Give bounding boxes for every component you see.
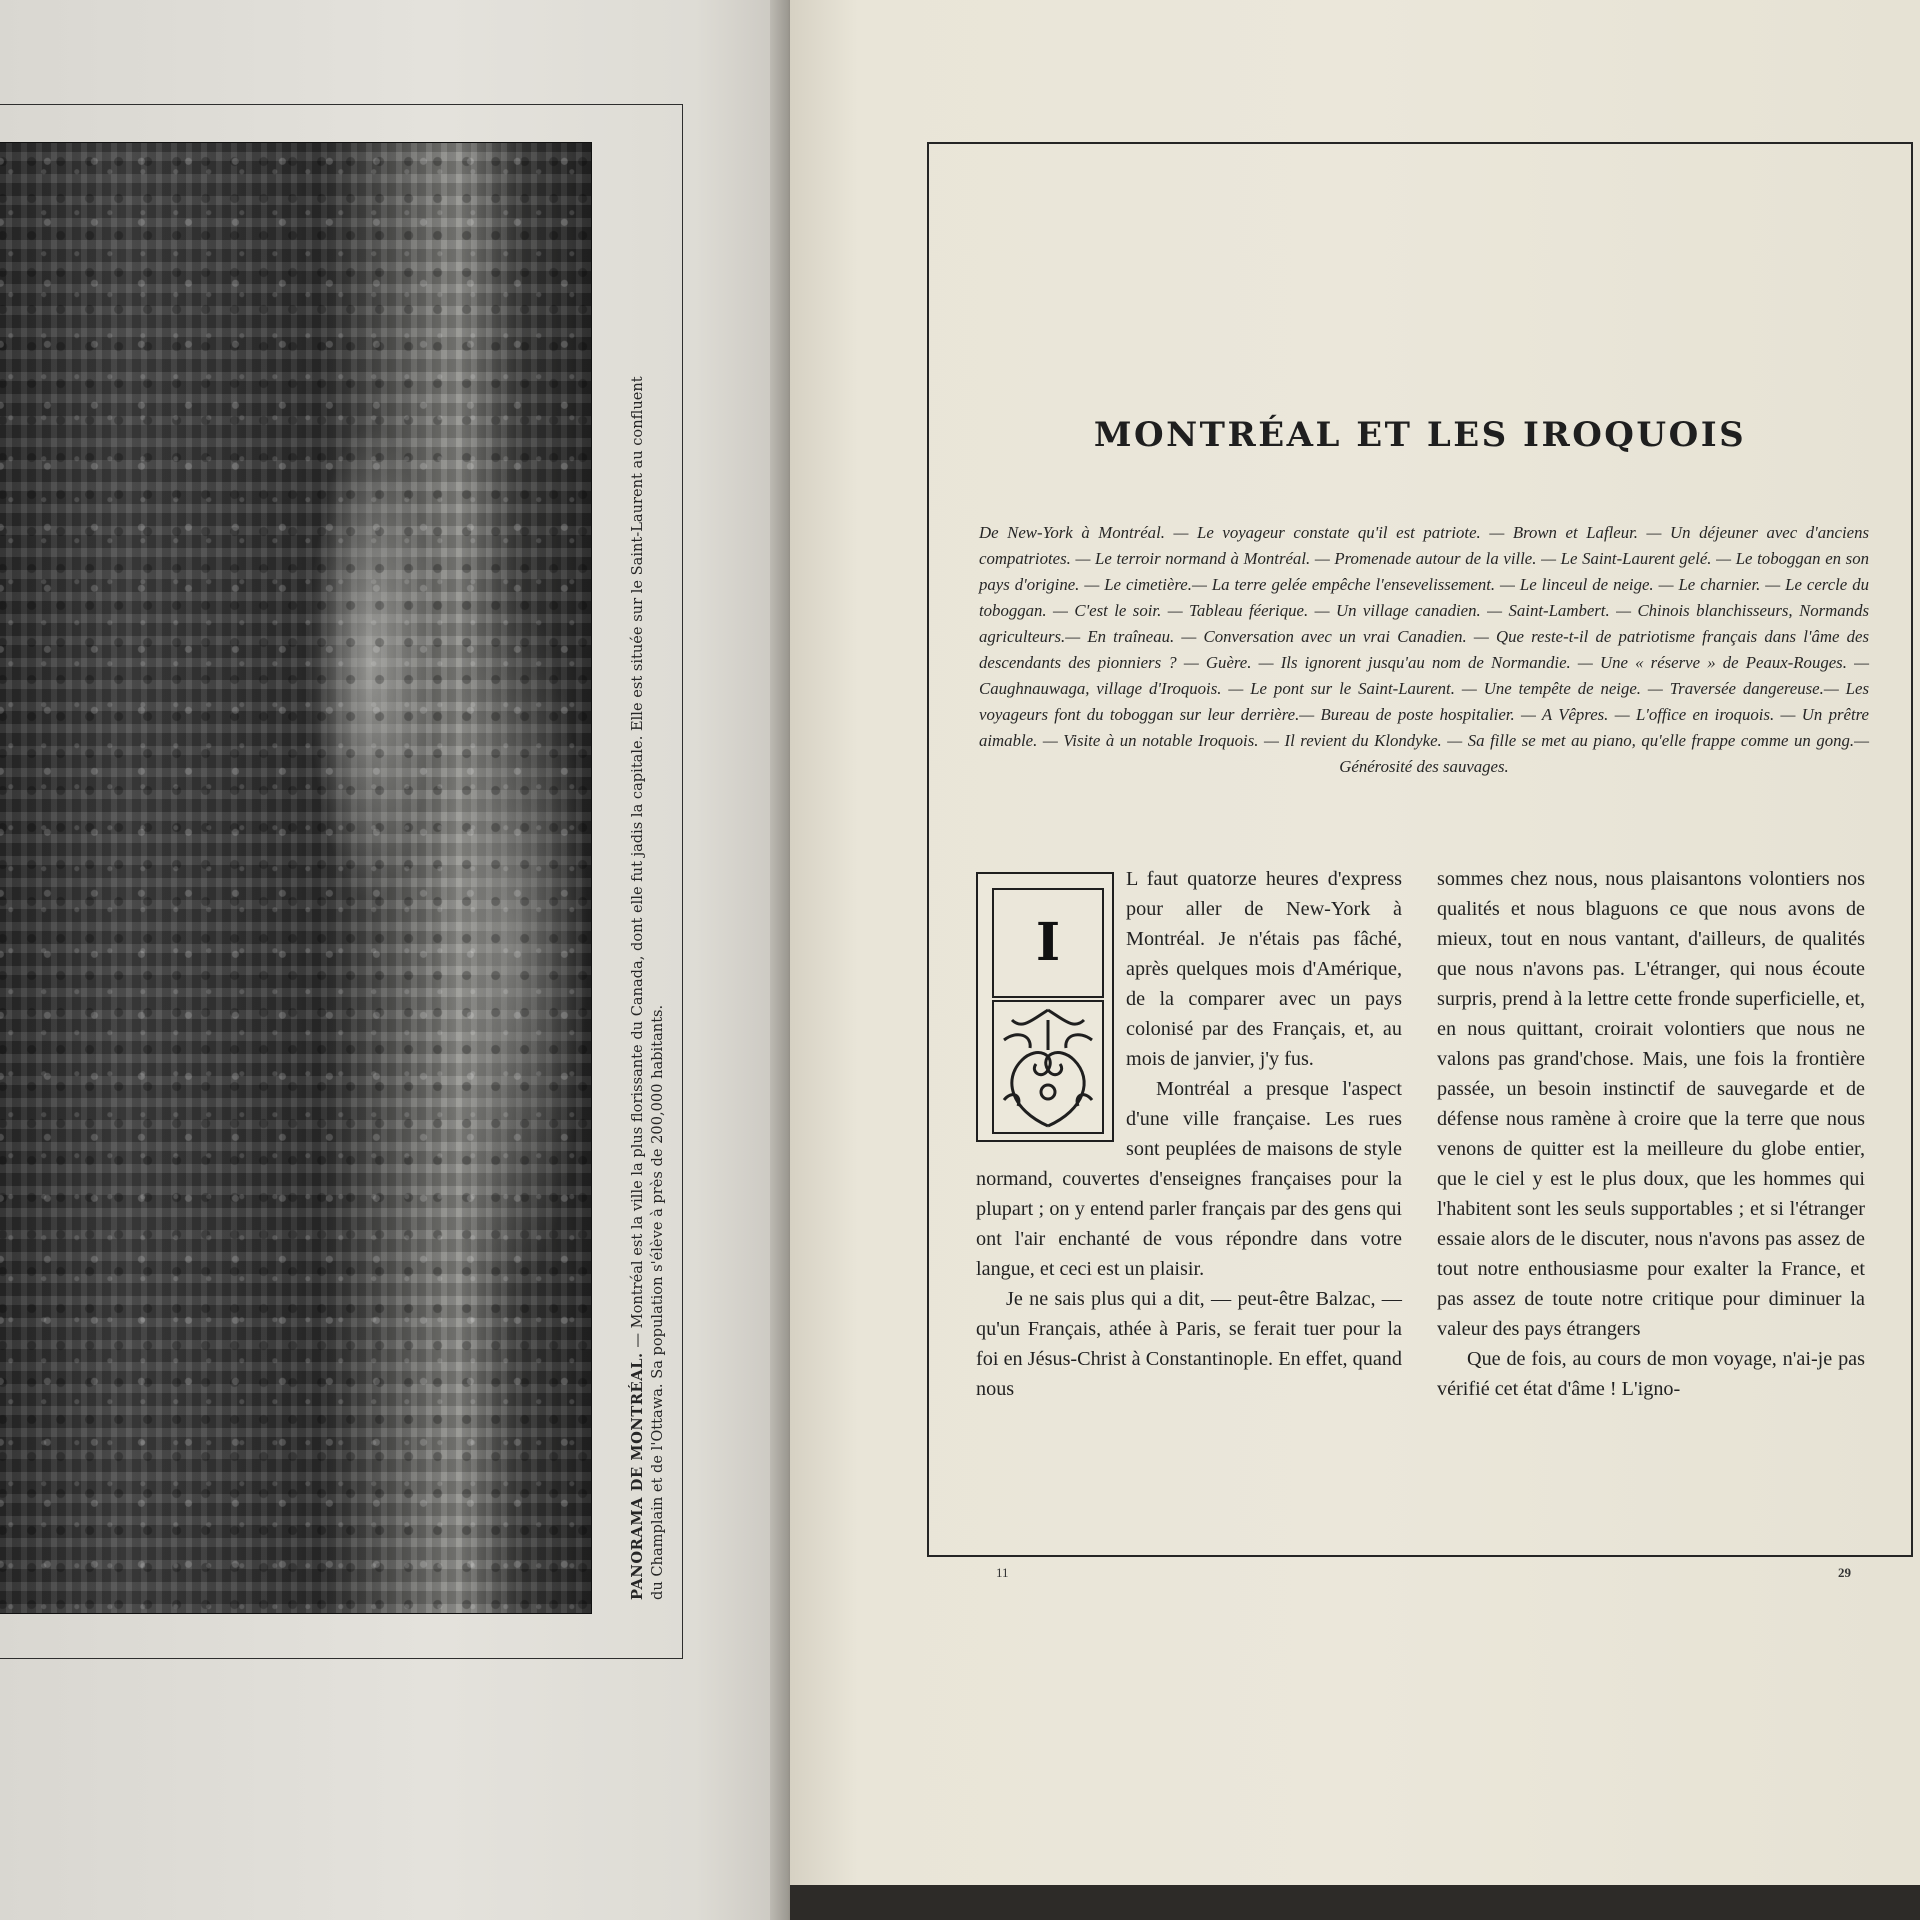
page-number-left: 11 [996, 1565, 1009, 1580]
drop-cap-letter: I [992, 888, 1104, 998]
text-column-right [1437, 864, 1865, 1404]
paragraph-5: Que de fois, au cours de mon voyage, n'ai-je pas vérifié cet état d'âme ! L'igno- [1437, 1348, 1865, 1400]
plate-caption [628, 150, 684, 1600]
montreal-panorama-photo [0, 142, 592, 1614]
chapter-summary: De New-York à Montréal. — Le voyageur constate qu'il est patriote. — Brown et Lafleur. — Un déjeuner avec d'anciens compatriotes. — Le terroir normand à Montréal. — Promenade autour de la ville. — Le Saint-Laurent gelé. — Le toboggan en son pays d'origine. — Le cimetière.— La terre gelée empêche l'ensevelissement. — Le linceul de neige. — Le charnier. — Le cercle du toboggan. — C'est le soir. — Tableau féerique. — Un village canadien. — Saint-Lambert. — Chinois blanchisseurs, Normands agriculteurs.— En traîneau. — Conversation avec un vrai Canadien. — Que reste-t-il de patriotisme français dans l'âme des descendants des pionniers ? — Guère. — Ils ignorent jusqu'au nom de Normandie. — Une « réserve » de Peaux-Rouges. — Caughnauwaga, village d'Iroquois. — Le pont sur le Saint-Laurent. — Une tempête de neige. — Traversée dangereuse.— Les voyageurs font du toboggan sur leur derrière.— Bureau de poste hospitalier. — A Vêpres. — L'office en iroquois. — Un prêtre aimable. — Visite à un notable Iroquois. — Il revient du Klondyke. — Sa fille se met au piano, qu'elle frappe comme un gong.— Générosité des sauvages. [979, 523, 1869, 776]
photo-texture [0, 143, 591, 1613]
floral-ornament-icon [992, 1000, 1104, 1134]
table-shadow [790, 1885, 1920, 1920]
caption-text-line1: — Montréal est la ville la plus florissante du Canada, dont elle fut jadis la capitale. Elle est située sur le Saint-Laurent au confluent [629, 376, 646, 1353]
caption-title: PANORAMA DE MONTRÉAL. [629, 1352, 646, 1600]
drop-cap-ornament [976, 872, 1114, 1142]
chapter-title: MONTRÉAL ET LES IROQUOIS [1093, 415, 1747, 455]
paragraph-4: sommes chez nous, nous plaisantons volontiers nos qualités et nous blaguons ce que nous avons de mieux, tout en nous vantant, d'ailleurs, de qualités que nous n'avons pas. L'étranger, qui nous écoute surpris, prend à la lettre cette fronde superficielle, et, en nous quittant, croirait volontiers que nous ne valons pas grand'chose. Mais, une fois la frontière passée, un besoin instinctif de sauvegarde et de défense nous ramène à croire que la terre que nous venons de quitter est la meilleure du globe entier, que le ciel y est le plus doux, que les hommes qui l'habitent sont les seuls supportables ; et si l'étranger essaie alors de le discuter, nous n'avons pas assez de tout notre enthousiasme pour exalter la France, et pas assez de toute notre critique pour diminuer la valeur des pays étrangers [1437, 868, 1865, 1340]
paragraph-1: L faut quatorze heures d'express pour aller de New-York à Montréal. Je n'étais pas fâché, après quelques mois d'Amérique, de la comparer avec un pays colonisé par des Français, et, au mois de janvier, j'y fus. [1126, 868, 1402, 1070]
paragraph-3: Je ne sais plus qui a dit, — peut-être Balzac, — qu'un Français, athée à Paris, se ferait tuer pour la foi en Jésus-Christ à Constantinople. En effet, quand nous [976, 1288, 1402, 1400]
text-column-left [976, 864, 1402, 1404]
caption-text-line2: du Champlain et de l'Ottawa. Sa population s'élève à près de 200,000 habitants. [649, 1004, 666, 1600]
left-page [0, 0, 790, 1920]
page-number-right: 29 [1838, 1565, 1851, 1580]
paragraph-2: Montréal a presque l'aspect d'une ville française. Les rues sont peuplées de maisons de style normand, couvertes d'enseignes françaises pour la plupart ; on y entend parler français par des gens qui ont l'air enchanté de vous répondre dans votre langue, et ceci est un plaisir. [976, 1078, 1402, 1280]
